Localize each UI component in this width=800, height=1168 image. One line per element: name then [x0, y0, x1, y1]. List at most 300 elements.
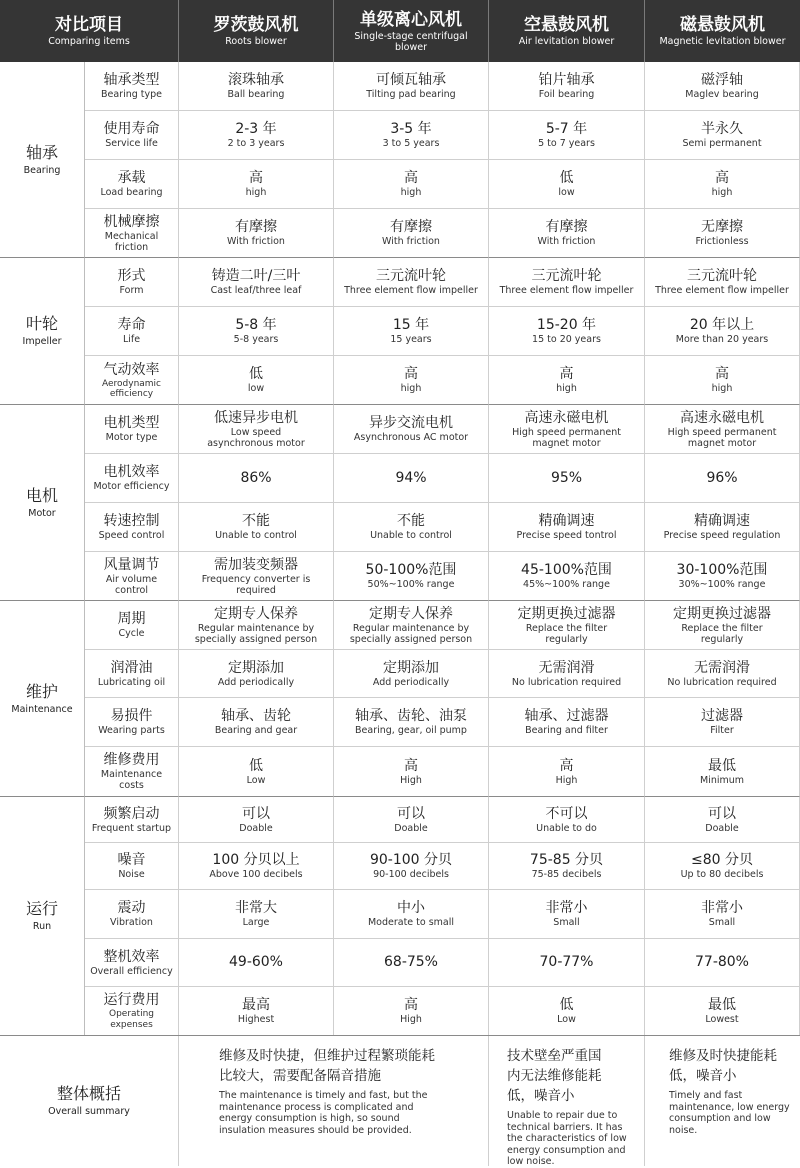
cell-en: High — [400, 1014, 422, 1025]
group-label-zh: 电机 — [25, 485, 58, 505]
cell-zh: 可以 — [397, 805, 425, 822]
cell-zh: 68-75% — [384, 954, 438, 970]
summary-label-zh: 整体概括 — [56, 1084, 121, 1103]
group-label-zh: 轴承 — [25, 142, 58, 162]
table-cell — [334, 405, 489, 454]
cell-zh: 高速永磁电机 — [524, 409, 609, 426]
cell-zh: 高 — [559, 366, 574, 382]
table-cell — [489, 552, 645, 601]
summary-maglev — [645, 1036, 800, 1166]
table-cell — [645, 209, 800, 258]
table-cell — [489, 258, 645, 307]
cell-en: Regular maintenance by specially assigned person — [194, 622, 318, 645]
cell-zh: 轴承、齿轮 — [221, 708, 291, 724]
cell-en: high — [711, 383, 733, 394]
cell-en: High — [555, 774, 578, 786]
cell-zh: 有摩擦 — [545, 219, 588, 235]
cell-zh: ≤80 分贝 — [691, 852, 753, 868]
group-label-zh: 维护 — [25, 681, 58, 701]
summary-text-zh: 技术壁垒严重国内无法维修能耗低，噪音小 — [507, 1048, 602, 1104]
summary-text-en: Unable to repair due to technical barriers. It has the characteristics of low energy consumption and low noise. — [507, 1110, 627, 1167]
cell-zh: 77-80% — [695, 954, 749, 970]
cell-zh: 可以 — [242, 805, 270, 822]
cell-zh: 低速异步电机 — [214, 409, 298, 426]
cell-zh: 96% — [706, 469, 738, 486]
row-item-en: Frequent startup — [91, 822, 172, 834]
cell-zh: 低 — [249, 366, 263, 382]
row-item — [85, 405, 179, 454]
table-cell — [489, 650, 645, 698]
cell-en: 45%~100% range — [523, 579, 610, 590]
cell-zh: 定期专人保养 — [214, 605, 298, 622]
table-cell — [334, 552, 489, 601]
table-cell — [179, 747, 334, 797]
cell-en: Bearing and filter — [525, 725, 608, 736]
row-item-zh: 电机效率 — [103, 464, 160, 480]
cell-zh: 精确调速 — [694, 513, 750, 529]
cell-en: Asynchronous AC motor — [353, 432, 469, 443]
table-cell — [334, 890, 489, 939]
cell-en: High speed permanent magnet motor — [512, 426, 621, 449]
table-cell — [645, 356, 800, 405]
cell-zh: 20 年以上 — [689, 317, 755, 333]
header-item-en: Comparing items — [48, 36, 130, 47]
row-item-en: Air volume control — [105, 573, 158, 596]
table-cell — [334, 209, 489, 258]
table-cell — [489, 987, 645, 1035]
table-cell — [645, 797, 800, 843]
table-cell — [645, 843, 800, 890]
table-cell — [179, 797, 334, 843]
row-item-en: Maintenance costs — [100, 769, 163, 791]
cell-zh: 50-100%范围 — [365, 562, 457, 578]
cell-zh: 有摩擦 — [235, 219, 277, 235]
cell-zh: 95% — [550, 469, 583, 486]
cell-en: Unable to control — [215, 530, 297, 541]
row-item — [85, 890, 179, 939]
table-cell — [489, 747, 645, 797]
cell-en: With friction — [227, 236, 285, 247]
table-cell — [179, 307, 334, 356]
row-item — [85, 797, 179, 843]
cell-en: Doable — [705, 822, 739, 834]
row-item-zh: 形式 — [117, 268, 146, 284]
row-item-en: Motor efficiency — [93, 481, 170, 492]
row-item — [85, 111, 179, 160]
table-cell — [179, 209, 334, 258]
row-item-en: Lubricating oil — [97, 676, 166, 688]
cell-en: Large — [242, 917, 270, 928]
row-item — [85, 356, 179, 405]
row-item-en: Motor type — [105, 432, 158, 443]
row-item-zh: 使用寿命 — [103, 121, 160, 137]
cell-en: Frictionless — [695, 236, 749, 247]
row-item — [85, 209, 179, 258]
header-maglev-zh: 磁悬鼓风机 — [680, 15, 765, 35]
table-cell — [489, 939, 645, 987]
table-cell — [334, 797, 489, 843]
cell-zh: 有摩擦 — [390, 219, 432, 235]
row-item — [85, 939, 179, 987]
table-cell — [179, 111, 334, 160]
cell-zh: 非常小 — [701, 900, 743, 916]
row-item-en: Aerodynamic efficiency — [101, 378, 162, 399]
table-cell — [334, 747, 489, 797]
table-cell — [645, 160, 800, 209]
table-cell — [179, 258, 334, 307]
table-cell — [489, 503, 645, 552]
row-item-zh: 频繁启动 — [103, 805, 160, 822]
cell-en: 2 to 3 years — [227, 138, 285, 149]
row-item-zh: 周期 — [117, 611, 146, 627]
row-item-en: Life — [122, 334, 141, 345]
cell-en: Foil bearing — [538, 89, 595, 100]
cell-zh: 70-77% — [539, 954, 594, 970]
row-item-en: Vibration — [110, 917, 153, 928]
cell-en: Replace the filter regularly — [525, 622, 608, 645]
row-item-zh: 噪音 — [117, 852, 146, 868]
cell-zh: 30-100%范围 — [676, 562, 768, 578]
row-item — [85, 258, 179, 307]
cell-en: Maglev bearing — [685, 89, 759, 100]
row-item — [85, 843, 179, 890]
cell-zh: 无需润滑 — [538, 659, 595, 676]
row-item-zh: 运行费用 — [103, 991, 160, 1008]
header-roots-zh: 罗茨鼓风机 — [213, 15, 299, 35]
table-cell — [179, 650, 334, 698]
group-maintenance — [0, 601, 85, 797]
cell-en: Highest — [237, 1014, 275, 1025]
group-impeller — [0, 258, 85, 405]
cell-zh: 高 — [404, 757, 418, 774]
row-item — [85, 987, 179, 1035]
row-item-zh: 整机效率 — [103, 948, 160, 965]
cell-zh: 三元流叶轮 — [687, 268, 757, 284]
table-cell — [179, 890, 334, 939]
row-item-en: Form — [119, 285, 144, 296]
table-cell — [645, 454, 800, 503]
row-item-en: Overall efficiency — [90, 965, 173, 977]
table-cell — [489, 843, 645, 890]
summary-text-en: The maintenance is timely and fast, but the maintenance process is complicated and energy consumption is high, so sound insulation measures should be provided. — [219, 1090, 428, 1136]
table-cell — [645, 111, 800, 160]
table-cell — [645, 62, 800, 111]
cell-en: With friction — [382, 236, 440, 247]
group-run — [0, 797, 85, 1036]
cell-en: No lubrication required — [667, 676, 777, 688]
cell-en: Bearing, gear, oil pump — [355, 725, 467, 736]
row-item-zh: 气动效率 — [103, 361, 160, 378]
table-cell — [489, 698, 645, 747]
cell-zh: 3-5 年 — [390, 121, 432, 137]
cell-en: high — [556, 383, 577, 394]
row-item — [85, 552, 179, 601]
summary-air — [489, 1036, 645, 1166]
table-cell — [645, 987, 800, 1035]
table-cell — [489, 307, 645, 356]
cell-zh: 75-85 分贝 — [529, 852, 604, 868]
table-cell — [334, 307, 489, 356]
cell-zh: 高 — [404, 366, 418, 382]
cell-en: Ball bearing — [227, 89, 285, 100]
table-cell — [334, 939, 489, 987]
cell-en: Cast leaf/three leaf — [210, 285, 302, 296]
cell-zh: 100 分贝以上 — [212, 852, 300, 868]
group-bearing — [0, 62, 85, 258]
group-label-zh: 叶轮 — [25, 314, 58, 333]
cell-zh: 高 — [715, 170, 729, 186]
summary-label — [0, 1036, 179, 1166]
cell-zh: 中小 — [397, 900, 425, 916]
row-item — [85, 454, 179, 503]
cell-zh: 定期添加 — [228, 659, 284, 676]
cell-en: Add periodically — [372, 676, 450, 688]
cell-zh: 高 — [404, 997, 418, 1013]
header-air-zh: 空悬鼓风机 — [524, 15, 609, 35]
cell-zh: 异步交流电机 — [369, 415, 453, 431]
cell-en: Tilting pad bearing — [366, 89, 456, 100]
row-item — [85, 503, 179, 552]
cell-zh: 需加装变频器 — [214, 556, 298, 573]
cell-zh: 高 — [249, 170, 263, 186]
cell-en: Lowest — [705, 1014, 739, 1025]
cell-en: 15 to 20 years — [532, 334, 601, 345]
cell-zh: 高速永磁电机 — [680, 409, 764, 426]
row-item — [85, 698, 179, 747]
header-air — [489, 0, 645, 62]
cell-en: No lubrication required — [511, 676, 622, 688]
row-item-zh: 易损件 — [110, 708, 153, 724]
table-cell — [334, 698, 489, 747]
row-item-zh: 电机类型 — [103, 415, 160, 431]
table-cell — [179, 160, 334, 209]
cell-zh: 轴承、齿轮、油泵 — [355, 708, 467, 724]
table-cell — [645, 890, 800, 939]
cell-en: Regular maintenance by specially assigned person — [349, 622, 473, 645]
summary-text-zh: 维修及时快捷，但维护过程繁琐能耗比较大，需要配备隔音措施 — [219, 1048, 435, 1084]
table-cell — [334, 650, 489, 698]
cell-en: Doable — [239, 822, 273, 834]
cell-en: 15 years — [390, 334, 432, 345]
header-maglev — [645, 0, 800, 62]
cell-zh: 90-100 分贝 — [369, 852, 453, 868]
table-cell — [489, 356, 645, 405]
row-item-zh: 维修费用 — [103, 752, 160, 768]
cell-en: Replace the filter regularly — [681, 622, 763, 645]
cell-zh: 94% — [395, 469, 427, 486]
cell-en: Unable to do — [536, 822, 597, 834]
table-cell — [489, 62, 645, 111]
table-cell — [179, 454, 334, 503]
cell-zh: 三元流叶轮 — [376, 268, 446, 284]
cell-zh: 低 — [249, 757, 263, 774]
cell-en: Precise speed tontrol — [516, 530, 617, 541]
cell-zh: 不可以 — [545, 805, 588, 822]
cell-zh: 铸造二叶/三叶 — [211, 268, 301, 284]
cell-en: high — [400, 187, 422, 198]
table-cell — [489, 890, 645, 939]
group-label-en: Maintenance — [11, 703, 73, 715]
table-cell — [334, 454, 489, 503]
cell-en: 5-8 years — [233, 334, 279, 345]
table-cell — [334, 160, 489, 209]
cell-zh: 磁浮轴 — [701, 72, 743, 88]
cell-en: Low — [557, 1014, 576, 1025]
cell-zh: 轴承、过滤器 — [524, 708, 609, 724]
cell-zh: 最高 — [242, 997, 270, 1013]
cell-en: Semi permanent — [682, 138, 762, 149]
row-item-en: Mechanical friction — [104, 230, 159, 253]
table-cell — [645, 650, 800, 698]
cell-en: low — [247, 383, 265, 394]
table-cell — [334, 503, 489, 552]
cell-en: Small — [553, 917, 580, 928]
table-cell — [179, 503, 334, 552]
cell-en: High — [400, 774, 422, 786]
table-cell — [645, 258, 800, 307]
cell-en: Low speed asynchronous motor — [207, 426, 305, 449]
cell-zh: 过滤器 — [701, 708, 743, 724]
cell-zh: 45-100%范围 — [521, 562, 612, 578]
table-cell — [179, 405, 334, 454]
cell-zh: 无摩擦 — [701, 219, 743, 235]
cell-zh: 定期更换过滤器 — [517, 605, 616, 622]
table-cell — [334, 987, 489, 1035]
header-item-zh: 对比项目 — [55, 15, 123, 35]
cell-en: Three element flow impeller — [655, 285, 789, 296]
table-cell — [179, 987, 334, 1035]
table-cell — [179, 843, 334, 890]
table-cell — [179, 356, 334, 405]
cell-zh: 半永久 — [701, 121, 743, 137]
row-item-zh: 轴承类型 — [103, 72, 160, 88]
cell-en: High speed permanent magnet motor — [667, 426, 777, 449]
cell-zh: 不能 — [242, 513, 270, 529]
cell-en: Up to 80 decibels — [680, 869, 764, 880]
cell-zh: 非常小 — [545, 900, 588, 916]
row-item-en: Wearing parts — [98, 725, 165, 736]
table-cell — [489, 797, 645, 843]
row-item — [85, 160, 179, 209]
table-cell — [645, 698, 800, 747]
cell-zh: 最低 — [708, 757, 736, 774]
cell-zh: 定期添加 — [383, 659, 439, 676]
row-item-en: Noise — [118, 869, 145, 880]
cell-zh: 49-60% — [229, 954, 283, 970]
table-cell — [334, 62, 489, 111]
cell-en: Precise speed regulation — [663, 530, 781, 541]
table-cell — [645, 747, 800, 797]
cell-en: Minimum — [699, 774, 745, 786]
row-item-en: Operating expenses — [109, 1008, 154, 1030]
row-item — [85, 307, 179, 356]
group-label-en: Bearing — [23, 164, 61, 176]
row-item-en: Bearing type — [100, 89, 163, 100]
cell-en: Small — [708, 917, 736, 928]
cell-en: high — [711, 187, 733, 198]
cell-zh: 可倾瓦轴承 — [376, 72, 446, 88]
header-roots — [179, 0, 334, 62]
cell-zh: 高 — [404, 170, 418, 186]
row-item-zh: 震动 — [117, 900, 146, 916]
cell-en: Unable to control — [370, 530, 452, 541]
cell-en: 90-100 decibels — [373, 869, 449, 880]
cell-zh: 低 — [559, 997, 574, 1013]
cell-zh: 精确调速 — [538, 513, 595, 529]
header-air-en: Air levitation blower — [518, 36, 615, 47]
cell-en: Three element flow impeller — [344, 285, 478, 296]
cell-en: Add periodically — [217, 676, 295, 688]
header-centrifugal-zh: 单级离心风机 — [360, 9, 462, 30]
row-item — [85, 747, 179, 797]
header-centrifugal — [334, 0, 489, 62]
cell-en: 50%~100% range — [367, 579, 455, 590]
cell-zh: 不能 — [397, 513, 425, 529]
row-item-zh: 润滑油 — [110, 659, 153, 676]
cell-zh: 86% — [240, 469, 272, 486]
table-cell — [645, 939, 800, 987]
header-roots-en: Roots blower — [225, 36, 287, 47]
cell-en: Three element flow impeller — [499, 285, 634, 296]
table-cell — [645, 405, 800, 454]
row-item-zh: 转速控制 — [103, 513, 160, 529]
cell-en: 30%~100% range — [678, 579, 766, 590]
cell-zh: 5-7 年 — [545, 121, 588, 137]
table-cell — [489, 601, 645, 650]
cell-en: low — [558, 187, 575, 198]
table-cell — [179, 552, 334, 601]
row-item-en: Cycle — [118, 628, 145, 639]
row-item — [85, 601, 179, 650]
row-item-zh: 承载 — [117, 170, 146, 186]
cell-zh: 15 年 — [392, 317, 430, 333]
table-cell — [179, 601, 334, 650]
cell-zh: 滚珠轴承 — [228, 72, 284, 88]
table-cell — [645, 552, 800, 601]
table-cell — [489, 209, 645, 258]
group-motor — [0, 405, 85, 601]
group-label-en: Motor — [28, 507, 56, 519]
cell-en: Low — [246, 774, 266, 786]
summary-text-zh: 维修及时快捷能耗低，噪音小 — [669, 1048, 777, 1084]
table-cell — [489, 405, 645, 454]
cell-en: Bearing and gear — [214, 725, 298, 736]
cell-en: With friction — [537, 236, 596, 247]
cell-zh: 铂片轴承 — [538, 72, 595, 88]
header-maglev-en: Magnetic levitation blower — [659, 36, 786, 47]
summary-label-en: Overall summary — [48, 1106, 130, 1117]
cell-en: Filter — [710, 725, 734, 736]
cell-en: 3 to 5 years — [382, 138, 440, 149]
row-item-en: Load bearing — [100, 187, 163, 198]
table-cell — [645, 503, 800, 552]
cell-en: 5 to 7 years — [538, 138, 595, 149]
cell-en: Frequency converter is required — [201, 573, 311, 596]
cell-zh: 最低 — [708, 997, 736, 1013]
row-item-en: Service life — [105, 138, 158, 149]
header-item — [0, 0, 179, 62]
cell-en: high — [400, 383, 422, 394]
cell-zh: 定期更换过滤器 — [673, 605, 771, 622]
cell-zh: 2-3 年 — [235, 121, 277, 137]
table-cell — [334, 843, 489, 890]
row-item-zh: 机械摩擦 — [103, 213, 160, 230]
cell-zh: 无需润滑 — [694, 659, 750, 676]
summary-text-en: Timely and fast maintenance, low energy consumption and low noise. — [669, 1090, 790, 1136]
cell-en: Doable — [394, 822, 428, 834]
group-label-zh: 运行 — [25, 899, 58, 918]
cell-en: More than 20 years — [675, 334, 769, 345]
